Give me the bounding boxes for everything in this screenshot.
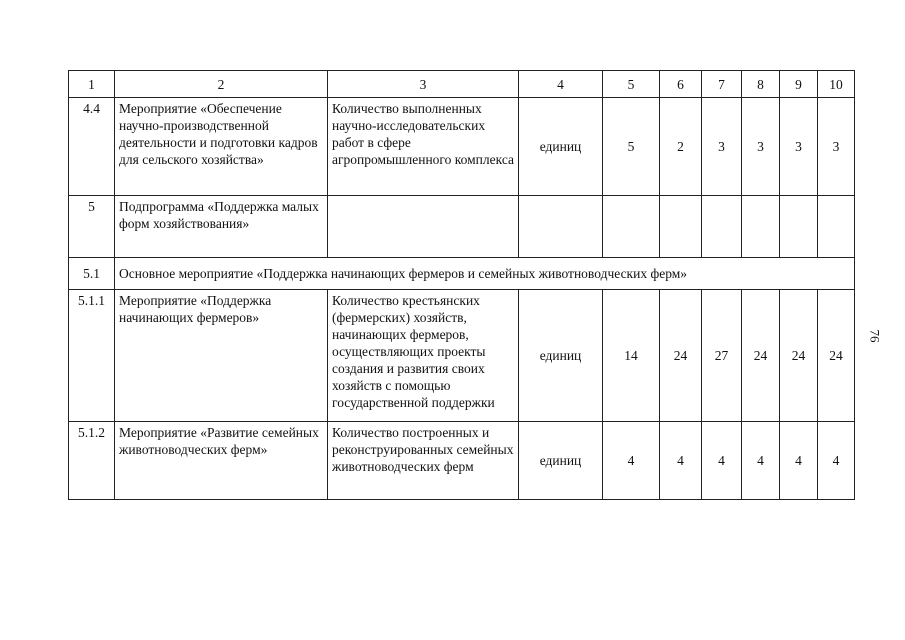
indicator-name — [328, 196, 519, 258]
value-cell — [742, 196, 780, 258]
indicator-name: Количество построенных и реконструированных семейных животноводческих ферм — [328, 422, 519, 500]
indicator-name: Количество крестьянских (фермерских) хозяйств, начинающих фермеров, осуществляющих проекты создания и развития своих хозяйств с помощью государственной поддержки — [328, 290, 519, 422]
page-number: 76 — [867, 329, 883, 343]
table-row — [69, 258, 855, 290]
indicator-name: Количество выполненных научно-исследовательских работ в сфере агропромышленного комплекса — [328, 98, 519, 196]
value-cell — [780, 196, 818, 258]
activity-name: Подпрограмма «Поддержка малых форм хозяйствования» — [115, 196, 328, 258]
header-cell: 10 — [818, 71, 855, 98]
value-cell — [603, 196, 660, 258]
value-cell: 5 — [603, 98, 660, 196]
value-cell: 3 — [742, 98, 780, 196]
table-row — [69, 290, 855, 422]
row-number: 5.1.1 — [69, 290, 115, 422]
header-row — [69, 71, 855, 98]
value-cell: 14 — [603, 290, 660, 422]
table-row — [69, 196, 855, 258]
activity-name: Мероприятие «Развитие семейных животноводческих ферм» — [115, 422, 328, 500]
value-cell: 4 — [780, 422, 818, 500]
value-cell: 4 — [660, 422, 702, 500]
header-cell: 3 — [328, 71, 519, 98]
value-cell: 3 — [702, 98, 742, 196]
row-number: 4.4 — [69, 98, 115, 196]
activity-name: Мероприятие «Поддержка начинающих фермеров» — [115, 290, 328, 422]
table-row — [69, 422, 855, 500]
value-cell: 3 — [818, 98, 855, 196]
value-cell: 24 — [818, 290, 855, 422]
header-cell: 5 — [603, 71, 660, 98]
unit-cell: единиц — [519, 98, 603, 196]
value-cell: 27 — [702, 290, 742, 422]
header-cell: 1 — [69, 71, 115, 98]
activity-name: Мероприятие «Обеспечение научно-производственной деятельности и подготовки кадров для сельского хозяйства» — [115, 98, 328, 196]
header-cell: 7 — [702, 71, 742, 98]
indicators-table — [68, 70, 855, 500]
row-number: 5.1 — [69, 258, 115, 290]
value-cell: 24 — [780, 290, 818, 422]
header-cell: 8 — [742, 71, 780, 98]
value-cell — [818, 196, 855, 258]
unit-cell: единиц — [519, 290, 603, 422]
value-cell: 24 — [660, 290, 702, 422]
header-cell: 2 — [115, 71, 328, 98]
value-cell — [660, 196, 702, 258]
value-cell: 2 — [660, 98, 702, 196]
header-cell: 6 — [660, 71, 702, 98]
table-row — [69, 98, 855, 196]
unit-cell: единиц — [519, 422, 603, 500]
main-activity-name: Основное мероприятие «Поддержка начинающих фермеров и семейных животноводческих ферм» — [115, 258, 855, 290]
header-cell: 9 — [780, 71, 818, 98]
value-cell: 4 — [818, 422, 855, 500]
unit-cell — [519, 196, 603, 258]
value-cell: 3 — [780, 98, 818, 196]
row-number: 5.1.2 — [69, 422, 115, 500]
value-cell: 4 — [742, 422, 780, 500]
value-cell: 4 — [603, 422, 660, 500]
value-cell: 24 — [742, 290, 780, 422]
value-cell: 4 — [702, 422, 742, 500]
value-cell — [702, 196, 742, 258]
row-number: 5 — [69, 196, 115, 258]
header-cell: 4 — [519, 71, 603, 98]
